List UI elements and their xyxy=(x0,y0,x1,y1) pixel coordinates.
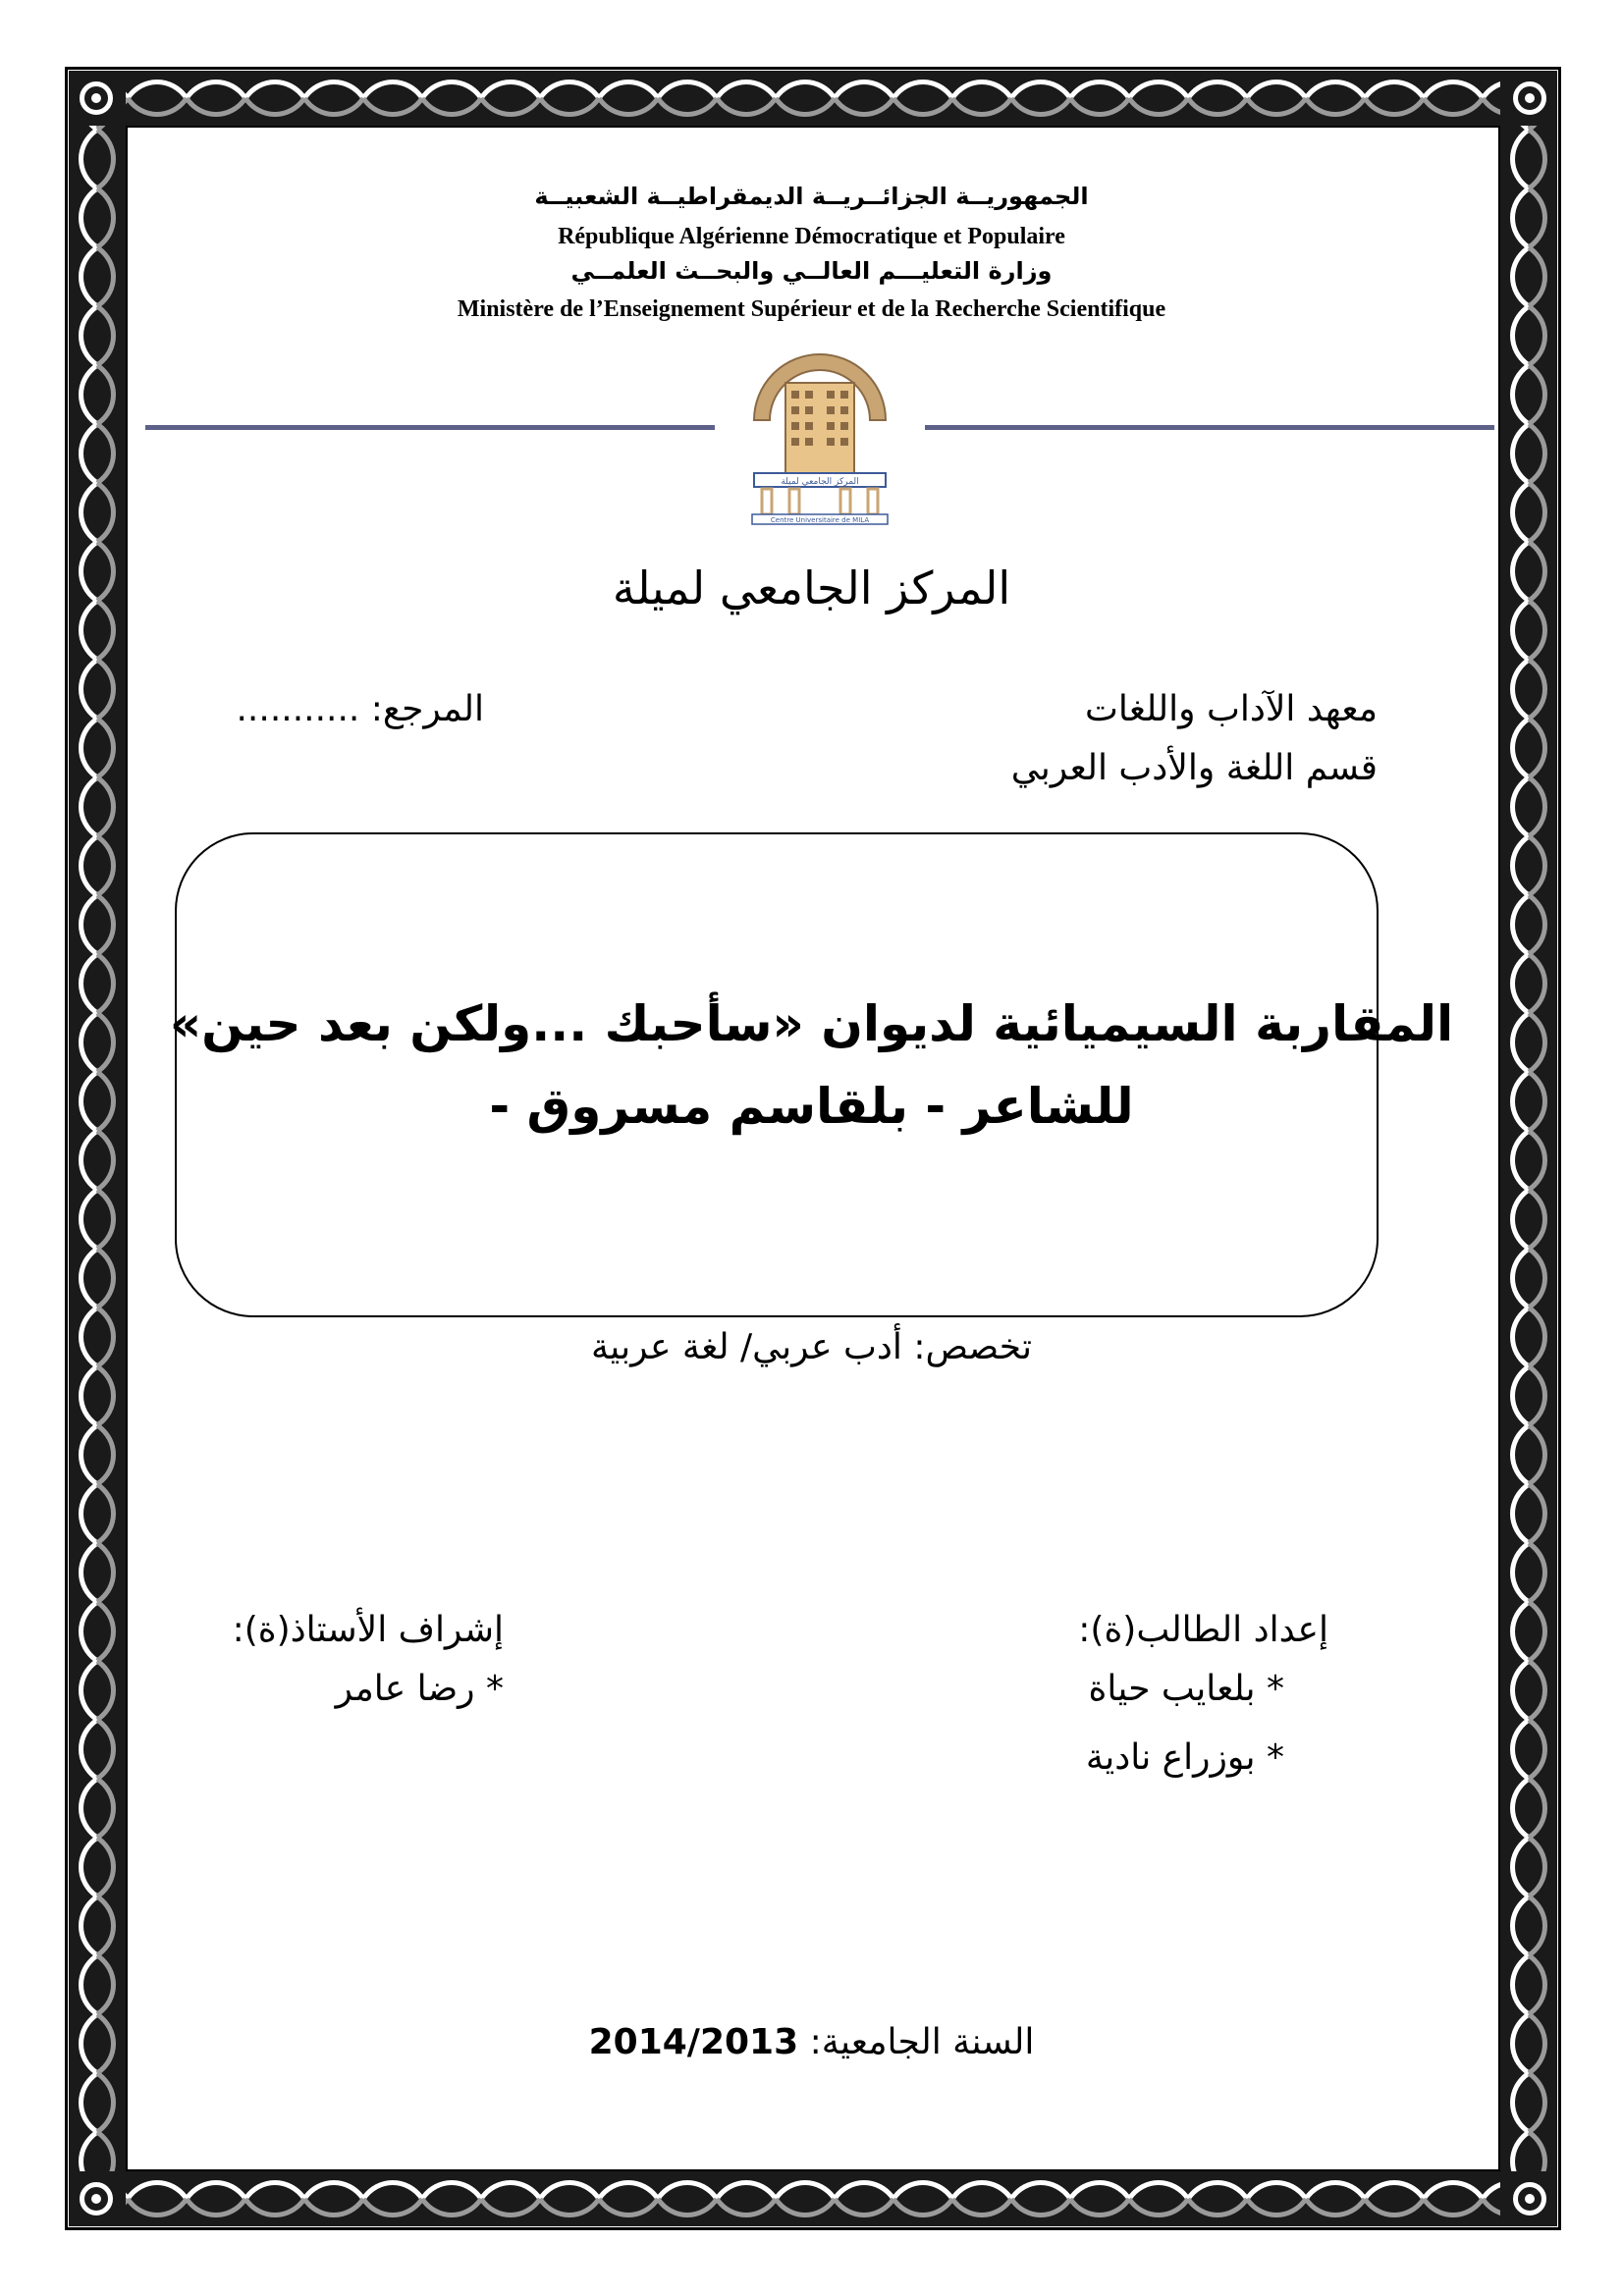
supervisor-label: إشراف الأستاذ(ة): xyxy=(232,1610,504,1650)
divider-left xyxy=(145,425,715,430)
thesis-title-line-1: المقاربة السيميائية لديوان «سأحبك ...ولكن بعد حين» xyxy=(169,995,1454,1052)
reference-field: المرجع: ........... xyxy=(236,689,484,729)
header-republic-arabic: الجمهوريــة الجزائــريــة الديمقراطيــة الشعبيــة xyxy=(534,183,1089,210)
corner-ornament-bottom-right xyxy=(1502,2171,1557,2226)
chain-pattern-top xyxy=(69,71,1557,126)
specialty: تخصص: أدب عربي/ لغة عربية xyxy=(590,1327,1033,1367)
corner-ornament-top-left xyxy=(69,71,124,126)
border-band-right xyxy=(1500,71,1557,2226)
academic-year xyxy=(0,2022,1623,2062)
academic-year-label: السنة الجامعية: xyxy=(798,2022,1035,2062)
chain-pattern-right xyxy=(1500,71,1557,2226)
header-ministry-arabic: وزارة التعليـــم العالــي والبحــث العلمــي xyxy=(570,257,1053,285)
svg-text:المركز الجامعي لميلة: المركز الجامعي لميلة xyxy=(781,477,859,487)
department-name: قسم اللغة والأدب العربي xyxy=(1010,748,1378,788)
institute-name: معهد الآداب واللغات xyxy=(1085,689,1378,729)
header-ministry-french: Ministère de l’Enseignement Supérieur et de la Recherche Scientifique xyxy=(457,296,1166,322)
university-logo xyxy=(734,344,905,526)
border-band-bottom xyxy=(69,2171,1557,2226)
academic-year-value: 2014/2013 xyxy=(588,2022,799,2062)
border-band-top xyxy=(69,71,1557,126)
header-republic-french: République Algérienne Démocratique et Populaire xyxy=(558,224,1065,249)
title-box xyxy=(175,832,1379,1317)
thesis-title-line-2: للشاعر - بلقاسم مسروق - xyxy=(489,1078,1134,1135)
corner-ornament-bottom-left xyxy=(69,2171,124,2226)
corner-ornament-top-right xyxy=(1502,71,1557,126)
svg-text:Centre Universitaire de MILA: Centre Universitaire de MILA xyxy=(770,516,870,524)
student-name: * بوزراع نادية xyxy=(1085,1737,1284,1778)
chain-pattern-bottom xyxy=(69,2171,1557,2226)
center-name: المركز الجامعي لميلة xyxy=(612,561,1011,614)
students-label: إعداد الطالب(ة): xyxy=(1078,1610,1328,1650)
border-band-left xyxy=(69,71,126,2226)
divider-right xyxy=(925,425,1494,430)
student-name: * بلعايب حياة xyxy=(1088,1669,1284,1709)
chain-pattern-left xyxy=(69,71,126,2226)
supervisor-name: * رضا عامر xyxy=(335,1669,504,1709)
